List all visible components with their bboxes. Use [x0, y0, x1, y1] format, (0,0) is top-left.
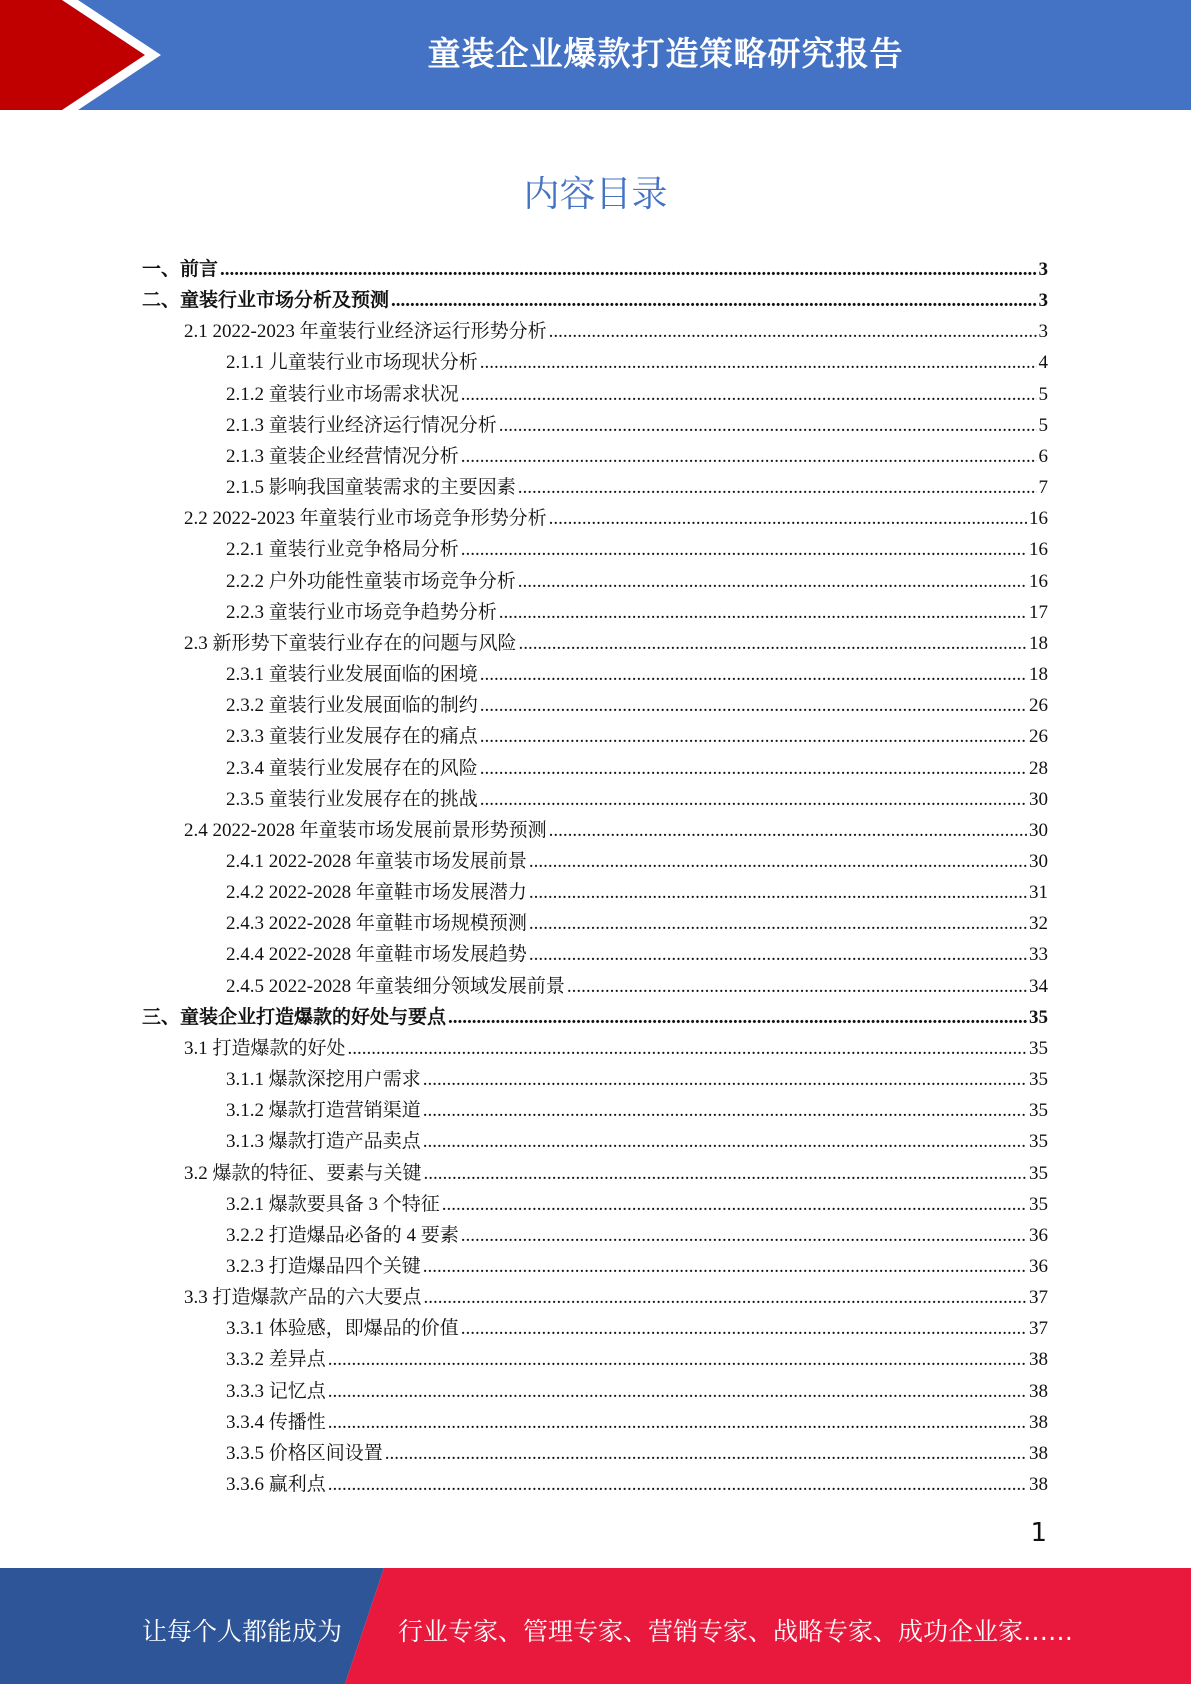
toc-entry-label: 2.1.1 儿童装行业市场现状分析	[226, 352, 478, 374]
toc-entry[interactable]	[142, 441, 1048, 472]
toc-entry[interactable]	[142, 784, 1048, 815]
toc-entry-label: 2.4.4 2022-2028 年童鞋市场发展趋势	[226, 944, 527, 966]
toc-entry-page: 35	[1029, 1193, 1048, 1215]
toc-entry[interactable]	[142, 877, 1048, 908]
toc-entry-page: 7	[1038, 477, 1048, 499]
toc-leader-dots	[220, 259, 1036, 281]
toc-entry-label: 2.1.3 童装企业经营情况分析	[226, 445, 459, 467]
toc-entry[interactable]	[142, 628, 1048, 659]
toc-heading: 内容目录	[523, 174, 668, 215]
toc-entry[interactable]	[142, 1189, 1048, 1220]
page-number: 1	[1030, 1518, 1047, 1548]
toc-entry[interactable]	[142, 285, 1048, 316]
toc-entry[interactable]	[142, 846, 1048, 877]
toc-entry-page: 31	[1029, 882, 1048, 904]
toc-leader-dots	[391, 290, 1036, 312]
toc-entry[interactable]	[142, 908, 1048, 939]
toc-leader-dots	[461, 1225, 1027, 1247]
toc-entry-label: 2.1 2022-2023 年童装行业经济运行形势分析	[184, 321, 547, 343]
toc-leader-dots	[529, 851, 1027, 873]
report-title: 童装企业爆款打造策略研究报告	[427, 34, 904, 73]
toc-entry-label: 2.2.1 童装行业竞争格局分析	[226, 539, 459, 561]
toc-entry-label: 2.3.2 童装行业发展面临的制约	[226, 695, 478, 717]
toc-entry-label: 3.3 打造爆款产品的六大要点	[184, 1287, 422, 1309]
toc-entry[interactable]	[142, 1469, 1048, 1500]
toc-entry-page: 36	[1029, 1256, 1048, 1277]
toc-entry-label: 2.1.5 影响我国童装需求的主要因素	[226, 477, 516, 499]
toc-entry[interactable]	[142, 1158, 1048, 1189]
toc-entry-page: 37	[1029, 1318, 1048, 1340]
toc-entry[interactable]	[142, 1407, 1048, 1438]
toc-leader-dots	[385, 1443, 1027, 1465]
table-of-contents	[142, 254, 1048, 1500]
toc-entry-page: 3	[1038, 321, 1048, 343]
toc-entry-label: 2.3.1 童装行业发展面临的困境	[226, 664, 478, 686]
toc-leader-dots	[518, 477, 1037, 499]
toc-entry[interactable]	[142, 534, 1048, 565]
toc-entry-label: 一、前言	[142, 259, 219, 280]
toc-entry[interactable]	[142, 379, 1048, 410]
toc-leader-dots	[423, 1100, 1027, 1122]
toc-leader-dots	[480, 726, 1027, 748]
toc-entry[interactable]	[142, 316, 1048, 347]
toc-entry-page: 32	[1029, 913, 1048, 935]
toc-entry-label: 3.3.3 记忆点	[226, 1380, 326, 1402]
toc-leader-dots	[448, 1007, 1027, 1029]
toc-entry-page: 3	[1038, 290, 1048, 312]
toc-entry-label: 3.2.3 打造爆品四个关键	[226, 1256, 421, 1277]
toc-leader-dots	[480, 664, 1027, 686]
toc-leader-dots	[480, 352, 1037, 374]
toc-entry[interactable]	[142, 410, 1048, 441]
toc-entry[interactable]	[142, 721, 1048, 752]
toc-entry[interactable]	[142, 1251, 1048, 1282]
toc-entry-page: 35	[1029, 1100, 1048, 1122]
toc-entry-page: 33	[1029, 944, 1048, 966]
toc-entry-page: 26	[1029, 695, 1048, 717]
toc-entry-label: 2.3.3 童装行业发展存在的痛点	[226, 726, 478, 748]
toc-entry-label: 2.1.2 童装行业市场需求状况	[226, 383, 459, 405]
toc-entry[interactable]	[142, 1220, 1048, 1251]
toc-entry-page: 3	[1038, 259, 1048, 280]
toc-entry-label: 2.4.1 2022-2028 年童装市场发展前景	[226, 850, 527, 872]
toc-entry[interactable]	[142, 1344, 1048, 1375]
toc-entry-page: 16	[1029, 570, 1048, 592]
toc-entry-page: 30	[1029, 788, 1048, 810]
toc-leader-dots	[519, 633, 1027, 655]
toc-entry-label: 3.2.2 打造爆品必备的 4 要素	[226, 1224, 459, 1246]
toc-entry-label: 2.4.5 2022-2028 年童装细分领域发展前景	[226, 975, 565, 997]
toc-entry-page: 5	[1038, 414, 1048, 436]
toc-entry-page: 34	[1029, 975, 1048, 997]
toc-leader-dots	[424, 1163, 1027, 1185]
toc-leader-dots	[499, 415, 1037, 437]
page-header	[0, 0, 1191, 110]
toc-entry[interactable]	[142, 1064, 1048, 1095]
toc-entry-label: 3.2 爆款的特征、要素与关键	[184, 1162, 422, 1184]
toc-entry-label: 3.1.3 爆款打造产品卖点	[226, 1131, 421, 1153]
toc-entry-label: 二、童装行业市场分析及预测	[142, 290, 390, 312]
toc-leader-dots	[461, 384, 1037, 406]
toc-entry-page: 38	[1029, 1474, 1048, 1496]
toc-entry[interactable]	[142, 1033, 1048, 1064]
toc-leader-dots	[549, 820, 1027, 842]
toc-leader-dots	[328, 1474, 1027, 1496]
toc-leader-dots	[480, 695, 1027, 717]
toc-entry[interactable]	[142, 503, 1048, 534]
toc-entry-page: 38	[1029, 1411, 1048, 1433]
toc-leader-dots	[529, 944, 1027, 966]
toc-leader-dots	[423, 1131, 1027, 1153]
toc-entry[interactable]	[142, 347, 1048, 378]
toc-leader-dots	[461, 1318, 1027, 1340]
toc-entry-page: 16	[1029, 539, 1048, 561]
toc-entry-label: 2.2.2 户外功能性童装市场竞争分析	[226, 570, 516, 592]
toc-entry-label: 3.3.2 差异点	[226, 1349, 326, 1371]
toc-entry-page: 35	[1029, 1037, 1048, 1059]
toc-entry[interactable]	[142, 815, 1048, 846]
toc-entry[interactable]	[142, 566, 1048, 597]
toc-entry-page: 35	[1029, 1162, 1048, 1184]
toc-entry-label: 2.3.4 童装行业发展存在的风险	[226, 757, 478, 779]
toc-entry-label: 2.4.3 2022-2028 年童鞋市场规模预测	[226, 913, 527, 935]
toc-leader-dots	[480, 789, 1027, 811]
toc-entry[interactable]	[142, 939, 1048, 970]
toc-entry-page: 17	[1029, 601, 1048, 623]
toc-entry-label: 3.1.2 爆款打造营销渠道	[226, 1100, 421, 1122]
toc-entry-label: 2.2 2022-2023 年童装行业市场竞争形势分析	[184, 508, 547, 530]
toc-entry-page: 38	[1029, 1349, 1048, 1371]
toc-entry-page: 38	[1029, 1442, 1048, 1464]
toc-entry[interactable]	[142, 1376, 1048, 1407]
toc-leader-dots	[461, 539, 1027, 561]
toc-entry[interactable]	[142, 753, 1048, 784]
toc-entry-label: 3.3.1 体验感，即爆品的价值	[226, 1318, 459, 1340]
toc-entry[interactable]	[142, 1438, 1048, 1469]
toc-entry-page: 18	[1029, 632, 1048, 654]
toc-entry[interactable]	[142, 1002, 1048, 1033]
toc-leader-dots	[424, 1287, 1027, 1309]
toc-leader-dots	[442, 1194, 1027, 1216]
toc-leader-dots	[518, 571, 1027, 593]
toc-entry-page: 5	[1038, 383, 1048, 405]
toc-entry-page: 35	[1029, 1069, 1048, 1091]
footer-slogan-right: 行业专家、管理专家、营销专家、战略专家、成功企业家……	[398, 1617, 1074, 1646]
toc-entry[interactable]	[142, 659, 1048, 690]
toc-leader-dots	[499, 602, 1027, 624]
toc-entry-page: 36	[1029, 1224, 1048, 1246]
toc-leader-dots	[328, 1349, 1027, 1371]
toc-leader-dots	[529, 913, 1027, 935]
toc-entry-label: 3.1.1 爆款深挖用户需求	[226, 1069, 421, 1091]
toc-entry-page: 30	[1029, 850, 1048, 872]
toc-leader-dots	[328, 1381, 1027, 1403]
toc-entry-page: 35	[1029, 1006, 1048, 1028]
toc-entry-label: 3.1 打造爆款的好处	[184, 1037, 346, 1059]
toc-entry[interactable]	[142, 597, 1048, 628]
toc-entry-label: 3.3.5 价格区间设置	[226, 1442, 383, 1464]
toc-entry-page: 37	[1029, 1287, 1048, 1309]
toc-leader-dots	[549, 508, 1027, 530]
toc-leader-dots	[529, 882, 1027, 904]
toc-leader-dots	[461, 446, 1037, 468]
toc-entry-page: 26	[1029, 726, 1048, 748]
toc-entry-label: 2.3.5 童装行业发展存在的挑战	[226, 788, 478, 810]
toc-entry-label: 2.4.2 2022-2028 年童鞋市场发展潜力	[226, 882, 527, 904]
toc-leader-dots	[328, 1412, 1027, 1434]
toc-entry-page: 38	[1029, 1380, 1048, 1402]
toc-entry-page: 16	[1029, 508, 1048, 530]
toc-entry-page: 6	[1038, 445, 1048, 467]
toc-entry-page: 18	[1029, 664, 1048, 686]
toc-leader-dots	[567, 976, 1027, 998]
toc-entry-page: 4	[1038, 352, 1048, 374]
toc-entry-label: 2.3 新形势下童装行业存在的问题与风险	[184, 632, 517, 654]
toc-entry-label: 2.2.3 童装行业市场竞争趋势分析	[226, 601, 497, 623]
toc-leader-dots	[423, 1256, 1027, 1278]
toc-leader-dots	[549, 321, 1037, 343]
toc-entry-label: 3.3.6 赢利点	[226, 1474, 326, 1496]
page-footer	[0, 1568, 1191, 1684]
toc-entry[interactable]	[142, 1282, 1048, 1313]
toc-entry-label: 3.2.1 爆款要具备 3 个特征	[226, 1193, 440, 1215]
toc-entry[interactable]	[142, 1095, 1048, 1126]
toc-leader-dots	[348, 1038, 1027, 1060]
toc-entry[interactable]	[142, 1126, 1048, 1157]
toc-entry-label: 3.3.4 传播性	[226, 1411, 326, 1433]
toc-entry-page: 28	[1029, 757, 1048, 779]
toc-entry[interactable]	[142, 254, 1048, 285]
toc-leader-dots	[423, 1069, 1027, 1091]
toc-entry-label: 2.1.3 童装行业经济运行情况分析	[226, 414, 497, 436]
toc-entry[interactable]	[142, 690, 1048, 721]
toc-entry[interactable]	[142, 971, 1048, 1002]
toc-leader-dots	[480, 758, 1027, 780]
toc-entry-label: 三、童装企业打造爆款的好处与要点	[142, 1006, 447, 1028]
toc-entry-label: 2.4 2022-2028 年童装市场发展前景形势预测	[184, 819, 547, 841]
toc-entry-page: 30	[1029, 819, 1048, 841]
toc-entry-page: 35	[1029, 1131, 1048, 1153]
toc-entry[interactable]	[142, 472, 1048, 503]
toc-entry[interactable]	[142, 1313, 1048, 1344]
footer-slogan-left: 让每个人都能成为	[142, 1617, 343, 1646]
